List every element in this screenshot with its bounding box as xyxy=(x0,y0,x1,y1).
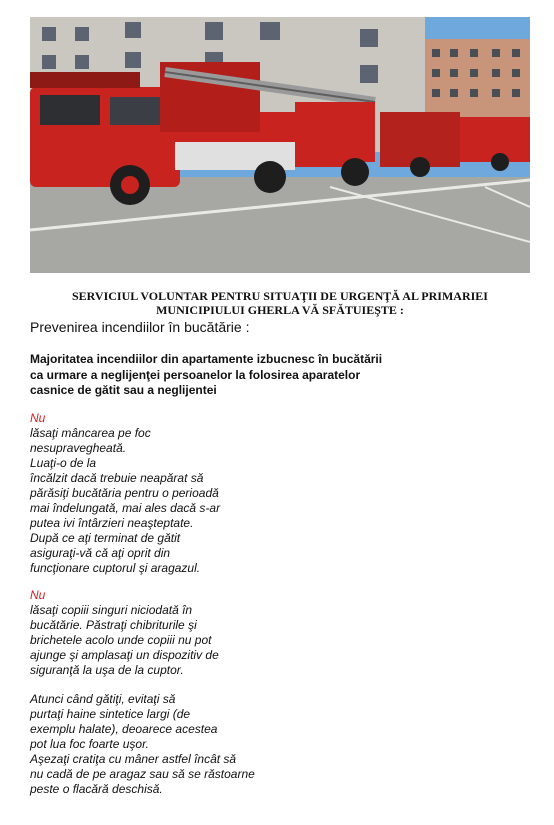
tip-line: ajunge şi amplasaţi un dispozitiv de xyxy=(30,648,219,662)
intro-paragraph xyxy=(30,352,382,399)
fire-trucks-photo xyxy=(30,17,530,273)
tip-line: exemplu halate), deoarece acestea xyxy=(30,722,218,736)
document-heading xyxy=(30,289,530,317)
tip-line: lăsaţi copiii singuri niciodată în xyxy=(30,603,193,617)
intro-line: Majoritatea incendiilor din apartamente izbucnesc în bucătării xyxy=(30,352,383,366)
section-subtitle: Prevenirea incendiilor în bucătărie : xyxy=(30,319,250,335)
heading-line-2: MUNICIPIULUI GHERLA VĂ SFĂTUIEŞTE : xyxy=(156,303,404,317)
tip-children-alone xyxy=(30,588,219,678)
tip-line: putea ivi întârzieri neaşteptate. xyxy=(30,516,194,530)
intro-line: ca urmare a neglijenţei persoanelor la folosirea aparatelor xyxy=(30,367,361,382)
tip-line: Atunci când gătiţi, evitaţi să xyxy=(30,692,176,706)
nu-warning: Nu xyxy=(30,588,46,602)
tip-line: părăsiţi bucătăria pentru o perioadă xyxy=(30,486,219,500)
tip-line: bucătărie. Păstraţi chibriturile şi xyxy=(30,618,197,632)
tip-line: Luaţi-o de la xyxy=(30,456,97,470)
tip-unattended-cooking xyxy=(30,411,220,576)
tip-line: mai îndelungată, mai ales dacă s-ar xyxy=(30,501,221,515)
tip-line: funcţionare cuptorul şi aragazul. xyxy=(30,561,201,575)
intro-line: casnice de gătit sau a neglijentei xyxy=(30,383,217,397)
nu-warning: Nu xyxy=(30,411,46,425)
tip-line: brichetele acolo unde copiii nu pot xyxy=(30,633,212,647)
tip-line: purtaţi haine sintetice largi (de xyxy=(30,707,191,721)
tip-line: asiguraţi-vă că aţi oprit din xyxy=(30,546,171,560)
tip-line: peste o flacără deschisă. xyxy=(30,782,163,796)
tip-line: siguranţă la uşa de la cuptor. xyxy=(30,663,184,677)
tip-line: Aşezaţi cratiţa cu mâner astfel încât să xyxy=(30,752,237,766)
tip-line: nesupravegheată. xyxy=(30,441,127,455)
tip-line: încălzit dacă trebuie neapărat să xyxy=(30,471,204,485)
tip-line: După ce aţi terminat de gătit xyxy=(30,531,181,545)
tip-clothing-and-pans xyxy=(30,692,255,797)
tip-line: pot lua foc foarte uşor. xyxy=(30,737,149,751)
heading-line-1: SERVICIUL VOLUNTAR PENTRU SITUAŢII DE URGENŢĂ AL PRIMARIEI xyxy=(72,289,488,303)
tip-line: lăsaţi mâncarea pe foc xyxy=(30,426,151,440)
tip-line: nu cadă de pe aragaz sau să se răstoarne xyxy=(30,767,255,781)
